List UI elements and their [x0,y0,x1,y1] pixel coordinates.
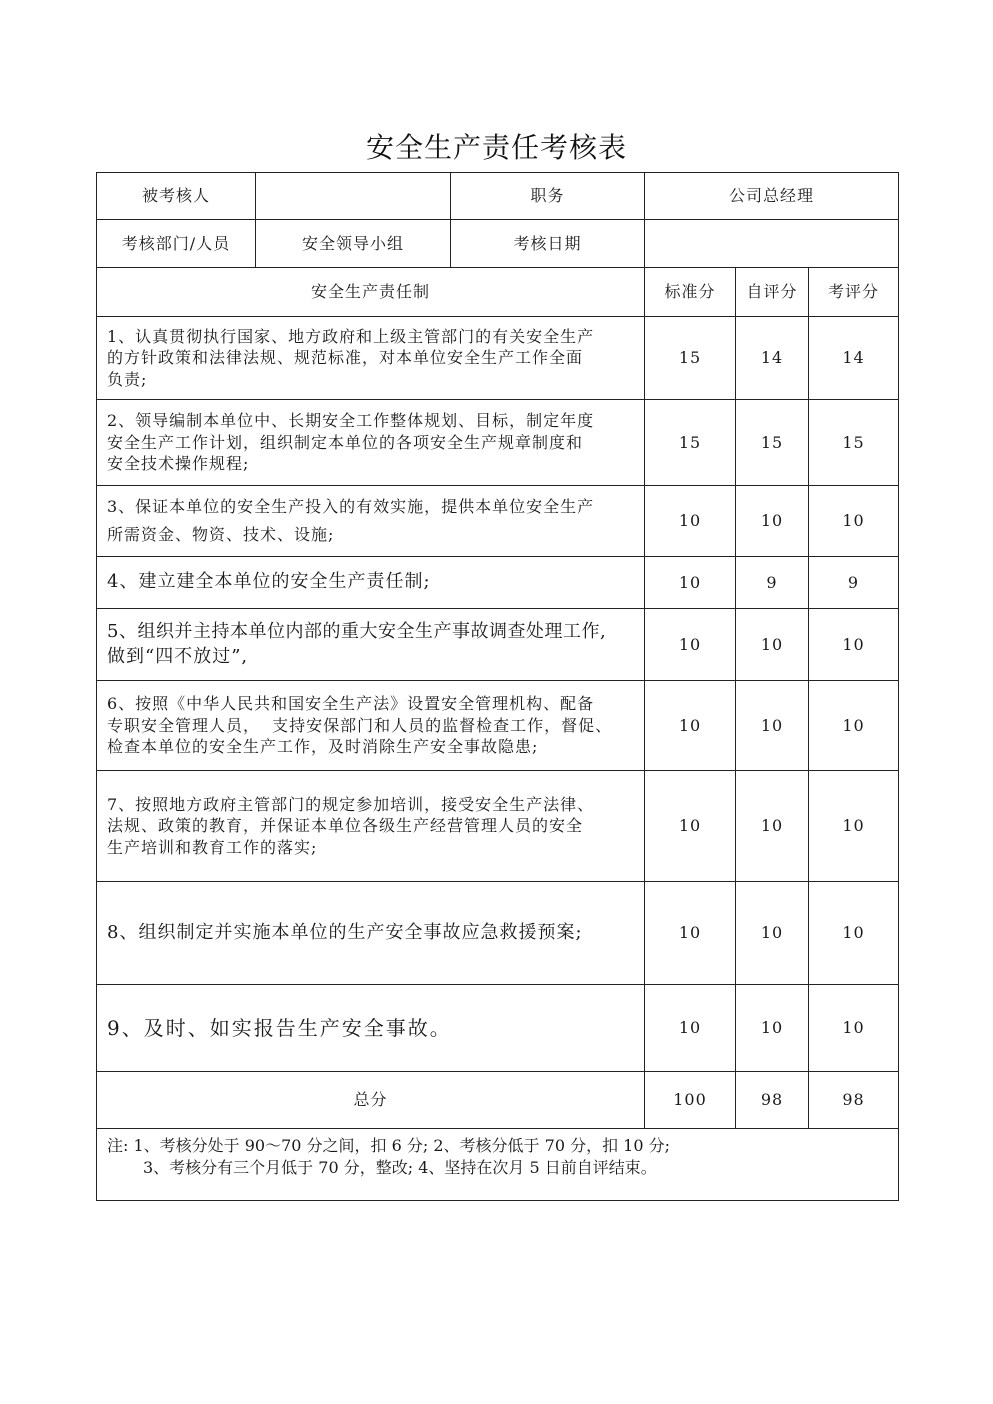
standard-score: 10 [645,486,736,557]
assessment-table [96,172,899,1201]
assessee-label: 被考核人 [97,173,256,220]
duty-item-7: 7、按照地方政府主管部门的规定参加培训，接受安全生产法律、 法规、政策的教育，并保证本单位各级生产经营管理人员的安全 生产培训和教育工作的落实; [97,771,645,882]
assess-score: 14 [809,317,899,400]
header-assess: 考评分 [809,268,899,317]
header-item: 安全生产责任制 [97,268,645,317]
self-score: 10 [736,609,809,681]
duty-item-4: 4、建立建全本单位的安全生产责任制; [97,557,645,609]
self-score: 9 [736,557,809,609]
self-score: 10 [736,985,809,1072]
assess-score: 10 [809,609,899,681]
assess-score: 15 [809,400,899,486]
header-standard: 标准分 [645,268,736,317]
total-row [97,1072,899,1129]
assess-score: 10 [809,771,899,882]
duty-item-2: 2、领导编制本单位中、长期安全工作整体规划、目标，制定年度 安全生产工作计划，组织制定本单位的各项安全生产规章制度和 安全技术操作规程; [97,400,645,486]
assess-score: 10 [809,985,899,1072]
self-score: 10 [736,486,809,557]
table-row [97,317,899,400]
table-row [97,609,899,681]
duty-item-8: 8、组织制定并实施本单位的生产安全事故应急救援预案; [97,882,645,985]
duty-item-6: 6、按照《中华人民共和国安全生产法》设置安全管理机构、配备 专职安全管理人员， 支持安保部门和人员的监督检查工作，督促、 检查本单位的安全生产工作，及时消除生产安全事故隐患; [97,681,645,771]
assess-score: 10 [809,882,899,985]
assess-score: 10 [809,486,899,557]
table-row [97,882,899,985]
standard-score: 10 [645,609,736,681]
self-score: 10 [736,681,809,771]
note-line-1: 注: 1、考核分处于 90～70 分之间，扣 6 分; 2、考核分低于 70 分，扣 10 分; [107,1136,671,1155]
standard-score: 15 [645,317,736,400]
position-value: 公司总经理 [645,173,899,220]
page-title: 安全生产责任考核表 [365,131,627,164]
self-score: 10 [736,882,809,985]
column-header-row [97,268,899,317]
total-self: 98 [736,1072,809,1129]
standard-score: 15 [645,400,736,486]
duty-item-5: 5、组织并主持本单位内部的重大安全生产事故调查处理工作, 做到“四不放过”, [97,609,645,681]
note-line-2: 3、考核分有三个月低于 70 分，整改; 4、坚持在次月 5 日前自评结束。 [143,1157,657,1177]
self-score: 15 [736,400,809,486]
table-row [97,486,899,557]
self-score: 10 [736,771,809,882]
standard-score: 10 [645,771,736,882]
dept-label: 考核部门/人员 [97,220,256,268]
table-row [97,681,899,771]
standard-score: 10 [645,985,736,1072]
standard-score: 10 [645,557,736,609]
notes [97,1129,899,1201]
info-row-2 [97,220,899,268]
duty-item-3: 3、保证本单位的安全生产投入的有效实施，提供本单位安全生产 所需资金、物资、技术、设施; [97,486,645,557]
standard-score: 10 [645,882,736,985]
total-label: 总分 [97,1072,645,1129]
assess-score: 10 [809,681,899,771]
duty-item-1: 1、认真贯彻执行国家、地方政府和上级主管部门的有关安全生产 的方针政策和法律法规、规范标准，对本单位安全生产工作全面 负责; [97,317,645,400]
assess-score: 9 [809,557,899,609]
self-score: 14 [736,317,809,400]
total-standard: 100 [645,1072,736,1129]
table-row [97,771,899,882]
position-label: 职务 [451,173,645,220]
date-label: 考核日期 [451,220,645,268]
total-assess: 98 [809,1072,899,1129]
dept-value: 安全领导小组 [256,220,451,268]
header-self: 自评分 [736,268,809,317]
duty-item-9: 9、及时、如实报告生产安全事故。 [97,985,645,1072]
assessee-value [256,173,451,220]
notes-row [97,1129,899,1201]
table-row [97,985,899,1072]
info-row-1 [97,173,899,220]
standard-score: 10 [645,681,736,771]
table-row [97,557,899,609]
table-row [97,400,899,486]
date-value [645,220,899,268]
